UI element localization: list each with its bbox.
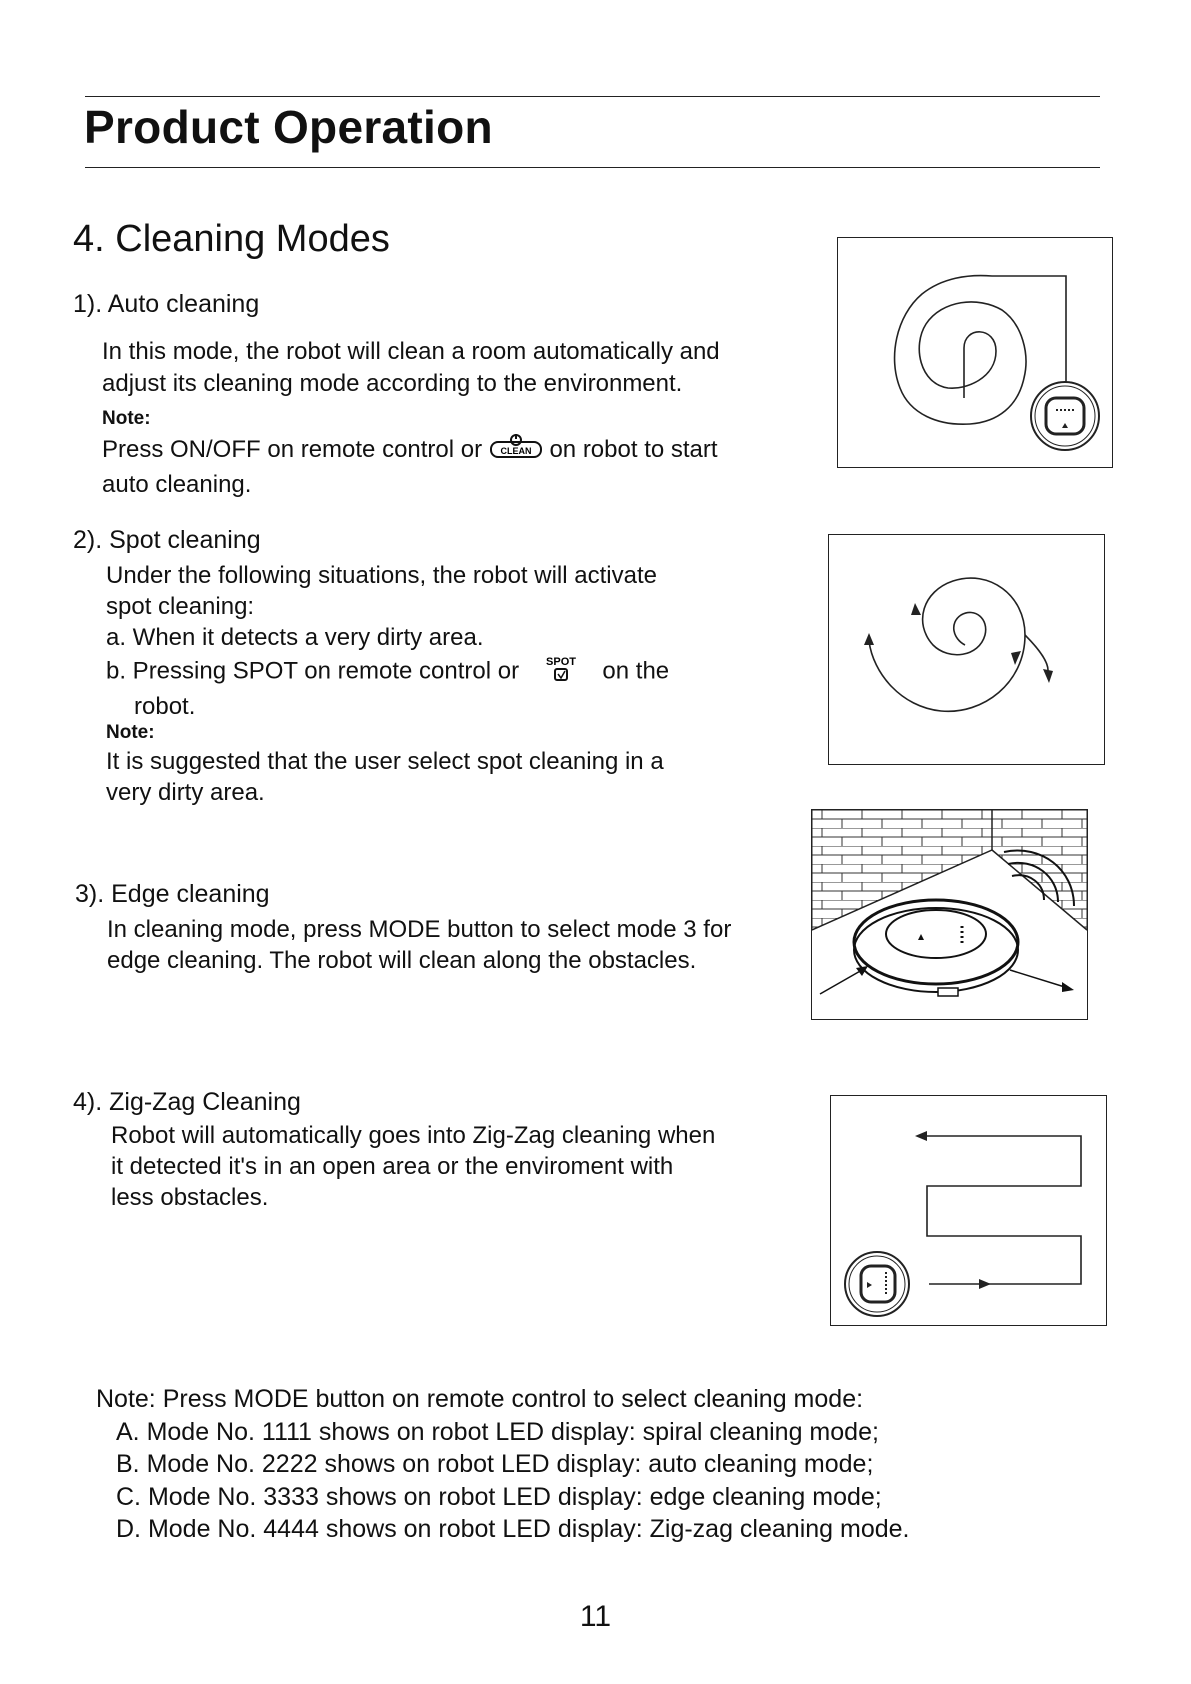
zigzag-description xyxy=(111,1120,715,1213)
spot-item-b-pre: b. Pressing SPOT on remote control or xyxy=(106,657,520,685)
spot-description xyxy=(106,560,669,722)
zigzag-heading: 4). Zig-Zag Cleaning xyxy=(73,1088,301,1116)
spot-item-b-line2: robot. xyxy=(134,693,196,720)
page-number: 11 xyxy=(579,1600,612,1633)
spot-item-a: a. When it detects a very dirty area. xyxy=(106,624,484,651)
zigzag-desc-line2: it detected it's in an open area or the enviroment with xyxy=(111,1153,674,1180)
spot-desc-line2: spot cleaning: xyxy=(106,593,255,620)
auto-note-pre: Press ON/OFF on remote control or xyxy=(102,435,483,463)
auto-cleaning-figure xyxy=(837,237,1113,468)
mode-note-item-a: A. Mode No. 1111 shows on robot LED display: spiral cleaning mode; xyxy=(116,1417,879,1446)
mode-note-intro: Note: Press MODE button on remote control to select cleaning mode: xyxy=(96,1385,864,1413)
spot-item-b-post: on the xyxy=(602,657,670,685)
mode-note-item-b: B. Mode No. 2222 shows on robot LED display: auto cleaning mode; xyxy=(116,1450,874,1478)
edge-heading: 3). Edge cleaning xyxy=(75,880,270,908)
edge-robot-icon xyxy=(854,900,1018,996)
spot-heading: 2). Spot cleaning xyxy=(73,526,261,554)
header-bottom-rule xyxy=(85,167,1100,168)
spot-note-label: Note: xyxy=(106,722,155,743)
spot-cleaning-figure xyxy=(828,534,1105,765)
auto-note-post: on robot to start xyxy=(549,435,718,463)
auto-desc-line1: In this mode, the robot will clean a room automatically and xyxy=(102,338,720,365)
spot-button-icon xyxy=(536,653,586,691)
spot-note-line1: It is suggested that the user select spot cleaning in a xyxy=(106,748,664,775)
spot-desc-line1: Under the following situations, the robot will activate xyxy=(106,562,657,589)
auto-note-label: Note: xyxy=(102,408,151,429)
auto-description xyxy=(102,336,720,400)
auto-desc-line2: adjust its cleaning mode according to the environment. xyxy=(102,370,683,397)
auto-note-line2: auto cleaning. xyxy=(102,471,252,498)
auto-note-line1 xyxy=(102,432,718,469)
header-top-rule xyxy=(85,96,1100,97)
zigzag-cleaning-figure xyxy=(830,1095,1107,1326)
edge-cleaning-figure xyxy=(811,809,1088,1020)
auto-heading: 1). Auto cleaning xyxy=(73,290,260,318)
robot-icon xyxy=(1031,382,1099,450)
zigzag-robot-icon xyxy=(845,1252,909,1316)
clean-button-icon xyxy=(489,432,543,469)
zigzag-desc-line3: less obstacles. xyxy=(111,1184,269,1211)
auto-note xyxy=(102,432,718,501)
spot-item-b xyxy=(106,653,669,691)
mode-note-item-c: C. Mode No. 3333 shows on robot LED display: edge cleaning mode; xyxy=(116,1482,882,1511)
mode-note-item-d: D. Mode No. 4444 shows on robot LED display: Zig-zag cleaning mode. xyxy=(116,1515,910,1543)
spot-note-line2: very dirty area. xyxy=(106,779,265,806)
edge-desc-line2: edge cleaning. The robot will clean along the obstacles. xyxy=(107,947,697,974)
edge-desc-line1: In cleaning mode, press MODE button to select mode 3 for xyxy=(107,916,732,943)
mode-note xyxy=(96,1383,909,1546)
clean-icon-text: CLEAN xyxy=(500,446,532,456)
section-title: 4. Cleaning Modes xyxy=(73,218,390,260)
page-title: Product Operation xyxy=(84,101,493,153)
edge-description xyxy=(107,914,731,976)
zigzag-desc-line1: Robot will automatically goes into Zig-Zag cleaning when xyxy=(111,1122,716,1149)
spot-icon-text: SPOT xyxy=(545,656,576,668)
spot-note xyxy=(106,746,664,808)
